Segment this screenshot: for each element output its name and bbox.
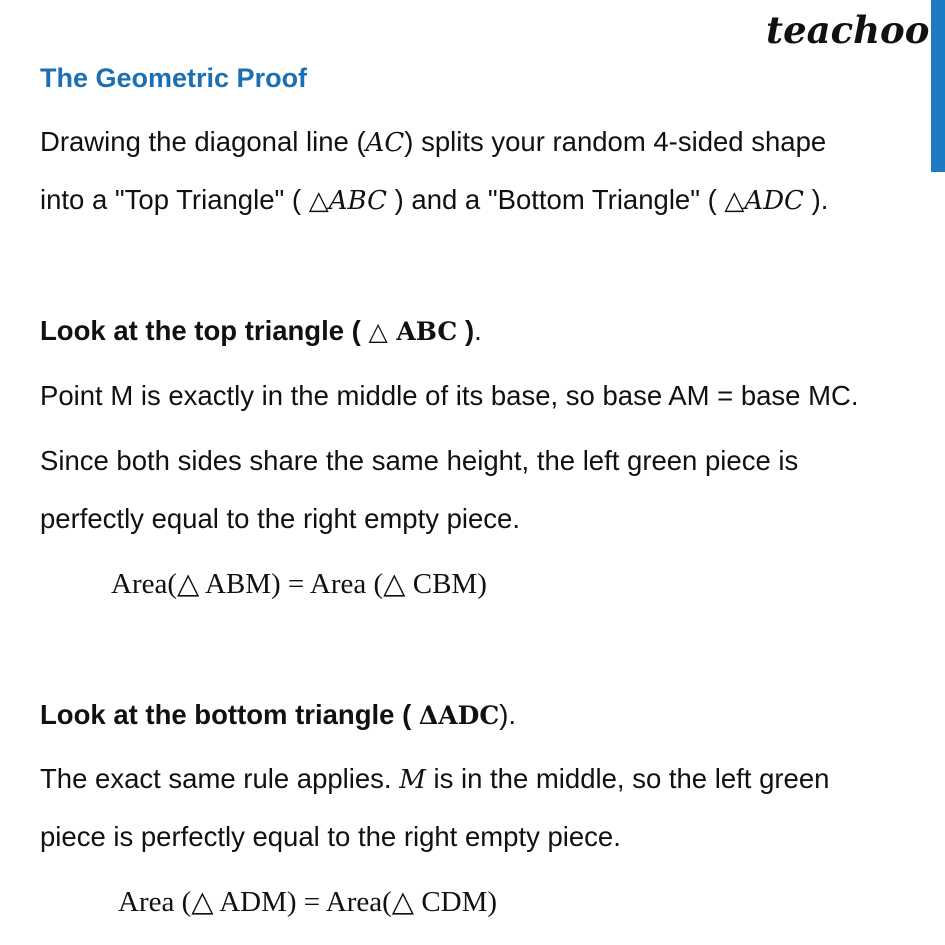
scrollbar-thumb[interactable] [931,0,945,172]
heading-period: . [474,315,482,346]
intro-text: ) and a "Bottom Triangle" ( [386,184,725,215]
top-line-2: Since both sides share the same height, the left green piece is [40,445,799,476]
math-triangle-abc-bold: △ ABC [368,317,458,346]
top-triangle-heading [40,314,482,347]
intro-line-1 [40,125,826,159]
bottom-triangle-heading [40,698,516,731]
math-m: M [399,765,426,795]
heading-text: Look at the top triangle ( [40,315,369,346]
heading-text: ). [499,699,517,730]
body-text: The exact same rule applies. [40,763,400,794]
teachoo-logo: teachoo [766,8,930,52]
intro-text: ) splits your random 4-sided shape [404,126,827,157]
top-equation: Area(△ ABM) = Area (△ CBM) [111,568,487,600]
top-line-3: perfectly equal to the right empty piece. [40,503,520,534]
bottom-line-1 [40,762,829,796]
heading-text: ) [457,315,475,346]
math-triangle-adc: △ADC [724,186,804,216]
math-triangle-adc-bold: ΔADC [418,701,500,730]
intro-text: into a "Top Triangle" ( [40,184,309,215]
page-title: The Geometric Proof [40,63,308,93]
top-line-1: Point M is exactly in the middle of its base, so base AM = base MC. [40,380,859,411]
bottom-equation: Area (△ ADM) = Area(△ CDM) [118,886,498,918]
scrollbar[interactable] [929,0,945,945]
intro-text: ). [803,184,829,215]
body-text: is in the middle, so the left green [425,763,830,794]
heading-text: Look at the bottom triangle ( [40,699,419,730]
intro-text: Drawing the diagonal line ( [40,126,366,157]
math-ac: AC [365,128,405,158]
intro-line-2 [40,183,828,217]
bottom-line-2: piece is perfectly equal to the right empty piece. [40,821,621,852]
math-triangle-abc: △ABC [308,186,387,216]
